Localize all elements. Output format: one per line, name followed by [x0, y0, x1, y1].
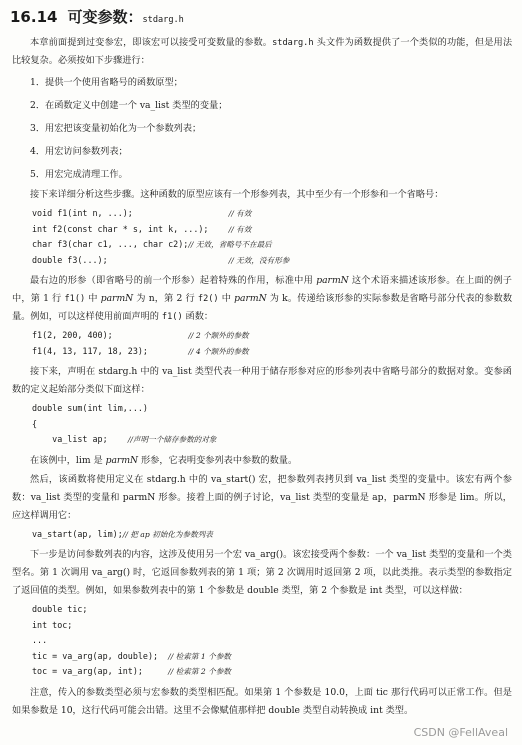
code-comment: // 把 ap 初始化为参数列表	[122, 529, 213, 539]
lim-paragraph	[12, 452, 512, 470]
code-line: f1(4, 13, 117, 18, 23);	[32, 345, 189, 356]
code-comment: // 检索第 1 个参数	[168, 651, 231, 661]
steps-list	[12, 71, 512, 186]
inline-code: f1()	[64, 294, 86, 304]
intro-code: stdarg.h	[272, 38, 314, 48]
code-line: void f1(int n, ...);	[32, 208, 229, 218]
section-title: 可变参数：	[67, 8, 143, 26]
inline-code: f1()	[161, 312, 183, 322]
list-item: 5．用宏完成清理工作。	[30, 169, 128, 180]
text: 中	[218, 293, 235, 304]
intro-text-a: 本章前面提到过变参宏，即该宏可以接受可变数量的参数。	[30, 37, 273, 48]
text: 为 n，第 2 行	[133, 293, 198, 304]
prototype-code-block	[32, 206, 512, 268]
watermark: CSDN @FellAveal	[413, 726, 508, 739]
code-line: int toc;	[32, 619, 73, 630]
code-line: va_list ap;	[32, 434, 128, 444]
va-arg-paragraph: 下一步是访问参数列表的内容，这涉及使用另一个宏 va_arg()。该宏接受两个参数：一个 va_list 类型的变量和一个类型名。第 1 次调用 va_arg() 时，它返回参数列表的第 1 项；第 2 次调用时返回第 2 项，以此类推。表示类型的参数指定了返回值的类型。例如，如果参数列表中的第 1 个参数是 double 类型，第 2 个参数是 int 类型，可以这样做：	[12, 549, 512, 596]
va-start-paragraph: 然后，该函数将使用定义在 stdarg.h 中的 va_start() 宏，把参数列表拷贝到 va_list 类型的变量中。该宏有两个参数：va_list 类型的变量和 parmN 形参。接着上面的例子讨论，va_list 类型的变量是 ap，parmN 形参是 lim。所以，应这样调用它：	[12, 473, 512, 521]
list-item: 3．用宏把该变量初始化为一个参数列表；	[30, 123, 202, 134]
note-paragraph: 注意，传入的参数类型必须与宏参数的类型相匹配。如果第 1 个参数是 10.0，上面 tic 那行代码可以正常工作。但是如果参数是 10，这行代码可能会出错。这里不会像赋值那样把 double 类型自动转换成 int 类型。	[12, 686, 512, 716]
code-comment: // 4 个额外的参数	[188, 346, 249, 356]
term-parmN: parmN	[234, 293, 267, 304]
code-line: f1(2, 200, 400);	[32, 330, 189, 340]
inline-code: f2()	[197, 294, 219, 304]
term-parmN: parmN	[316, 275, 349, 286]
section-number: 16.14	[10, 8, 58, 26]
code-line: char f3(char c1, ..., char c2);	[32, 239, 189, 249]
code-line: double sum(int lim,...)	[32, 403, 148, 413]
code-line: int f2(const char * s, int k, ...);	[32, 223, 229, 234]
code-line: toc = va_arg(ap, int);	[32, 666, 169, 676]
code-line: double f3(...);	[32, 254, 229, 265]
protos-paragraph: 接下来详细分析这些步骤。这种函数的原型应该有一个形参列表，其中至少有一个形参和一个省略号：	[30, 189, 444, 200]
code-comment: //声明一个储存参数的对象	[127, 435, 217, 444]
term-parmN: parmN	[100, 293, 134, 304]
definition-code-block	[32, 401, 512, 448]
code-line: {	[32, 418, 38, 429]
list-item: 2．在函数定义中创建一个 va_list 类型的变量；	[30, 100, 228, 111]
term-parmN: parmN	[105, 454, 139, 466]
page-body	[12, 34, 512, 721]
va-arg-code-block	[32, 602, 512, 680]
valist-paragraph: 接下来，声明在 stdarg.h 中的 va_list 类型代表一种用于储存形参对应的形参列表中省略号部分的数据对象。变参函数的定义起始部分类似下面这样：	[12, 366, 512, 395]
code-comment: // 检索第 2 个参数	[168, 667, 231, 676]
code-comment: // 有效	[228, 209, 252, 218]
code-comment: // 无效，没有形参	[228, 255, 290, 265]
code-line: va_start(ap, lim);	[32, 528, 123, 539]
parmN-paragraph	[12, 272, 512, 326]
code-line: tic = va_arg(ap, double);	[32, 650, 169, 661]
text: 最右边的形参（即省略号的前一个形参）起着特殊的作用，标准中用	[30, 275, 317, 286]
text: 形参，它表明变参列表中参数的数量。	[138, 454, 298, 466]
list-item: 1．提供一个使用省略号的函数原型；	[30, 77, 183, 88]
intro-paragraph	[12, 34, 512, 70]
call-code-block	[32, 328, 512, 359]
text: 在该例中，lim 是	[30, 454, 106, 466]
text: 函数：	[182, 311, 214, 322]
intro-text-b: 头文件为函数提供了一个类似的功能，但是用法比较复杂。必须按如下步骤进行：	[12, 37, 513, 66]
list-item: 4．用宏访问参数列表；	[30, 146, 128, 157]
code-comment: // 无效，省略号不在最后	[188, 240, 272, 249]
code-comment: // 2 个额外的参数	[188, 331, 249, 340]
text: 这个术语来描述该形参。在上面的例子中，第 1 行	[12, 275, 512, 304]
text: 中	[85, 293, 101, 304]
code-line: double tic;	[32, 604, 88, 614]
code-comment: // 有效	[228, 224, 252, 234]
text: 为 k。传递给该形参的实际参数是省略号部分代表的参数数量。例如，可以这样使用前面声明的	[12, 293, 513, 322]
code-line: ...	[32, 635, 48, 645]
section-heading	[10, 6, 184, 27]
va-start-code	[32, 527, 512, 543]
section-title-code: stdarg.h	[142, 15, 184, 25]
